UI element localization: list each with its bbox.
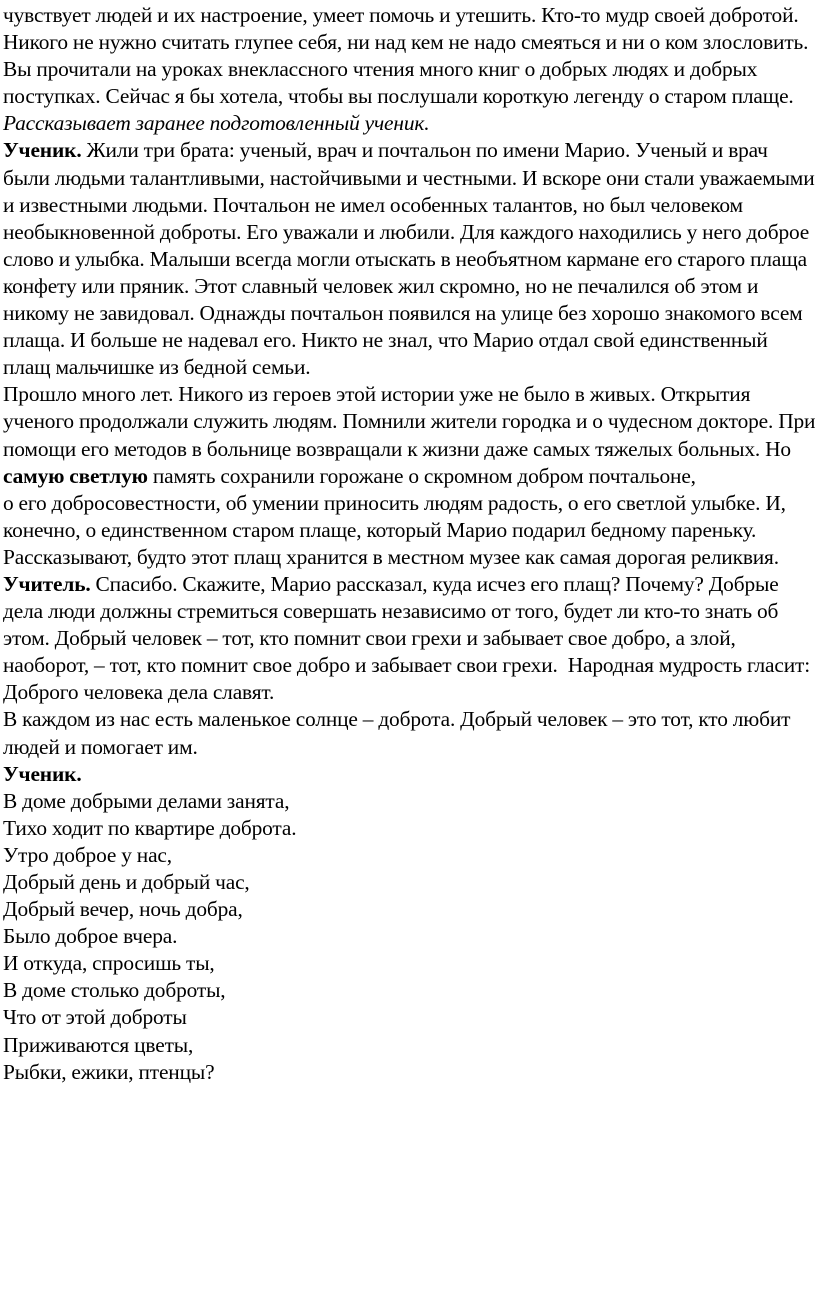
poem-line: Добрый день и добрый час, (3, 870, 250, 894)
student-speaker-label: Ученик. (3, 138, 82, 163)
teacher-paragraph (3, 571, 816, 679)
student-story-paragraph (3, 137, 816, 381)
story-part-3: о его добросовестности, об умении приносить людям радость, о его светлой улыбке. И, конечно, о единственном старом плаще, который Марио подарил бедному пареньку. Рассказывают, будто этот плащ хранится в местном музее как самая дорогая реликвия. (3, 490, 791, 569)
story-part-1: Жили три брата: ученый, врач и почтальон по имени Марио. Ученый и врач были людьми талантливыми, настойчивыми и честными. И вскоре они стали уважаемыми и известными людьми. Почтальон не имел особенных талантов, но был человеком необыкновенной доброты. Его уважали и любили. Для каждого находились у него доброе слово и улыбка. Малыши всегда могли отыскать в необъятном кармане его старого плаща конфету или пряник. Этот славный человек жил скромно, но не печалился об этом и никому не завидовал. Однажды почтальон появился на улице без хорошо знакомого всем плаща. И больше не надевал его. Никто не знал, что Марио отдал свой единственный плащ мальчишке из бедной семьи. (3, 138, 815, 380)
poem-line: Приживаются цветы, (3, 1032, 194, 1057)
poem-line: Тихо ходит по квартире доброта. (3, 815, 297, 840)
poem (3, 788, 816, 1086)
poem-line: В доме добрыми делами занята, (3, 788, 290, 813)
story-part-2-after: память сохранили горожане о скромном добром почтальоне, (147, 463, 696, 488)
poem-line: Добрый вечер, ночь добра, (3, 897, 243, 922)
teacher-speaker-label: Учитель. (3, 571, 91, 596)
poem-line: И откуда, спросишь ты, (3, 951, 215, 976)
story-emphasis: самую светлую (3, 463, 148, 488)
teacher-conclusion: В каждом из нас есть маленькое солнце – доброта. Добрый человек – это тот, кто любит людей и помогает им. (3, 707, 796, 759)
poem-line: Рыбки, ежики, птенцы? (3, 1059, 215, 1084)
poem-line: В доме столько доброты, (3, 978, 226, 1003)
poem-line: Утро доброе у нас, (3, 842, 172, 867)
intro-paragraph: чувствует людей и их настроение, умеет помочь и утешить. Кто-то мудр своей добротой. Никого не нужно считать глупее себя, ни над кем не надо смеяться и ни о ком злословить. Вы прочитали на уроках внеклассного чтения много книг о добрых людях и добрых поступках. Сейчас я бы хотела, чтобы вы послушали короткую легенду о старом плаще. (3, 3, 814, 109)
poem-line: Что от этой доброты (3, 1005, 187, 1030)
teacher-text: Спасибо. Скажите, Марио рассказал, куда исчез его плащ? Почему? Добрые дела люди должны стремиться совершать независимо от того, будет ли кто-то знать об этом. Добрый человек – тот, кто помнит свои грехи и забывает свое добро, а злой, наоборот, – тот, кто помнит свое добро и забывает свои грехи. Народная мудрость гласит: (3, 571, 810, 678)
poem-line: Было доброе вчера. (3, 924, 178, 949)
story-part-2-before: Прошло много лет. Никого из героев этой истории уже не было в живых. Открытия ученого продолжали служить людям. Помнили жители городка и о чудесном докторе. При помощи его методов в больнице возвращали к жизни даже самых тяжелых больных. Но (3, 382, 816, 461)
student-speaker-label-2: Ученик. (3, 761, 82, 786)
story-continuation-paragraph (3, 381, 816, 489)
proverb: Доброго человека дела славят. (3, 680, 275, 705)
stage-direction: Рассказывает заранее подготовленный ученик. (3, 111, 430, 136)
